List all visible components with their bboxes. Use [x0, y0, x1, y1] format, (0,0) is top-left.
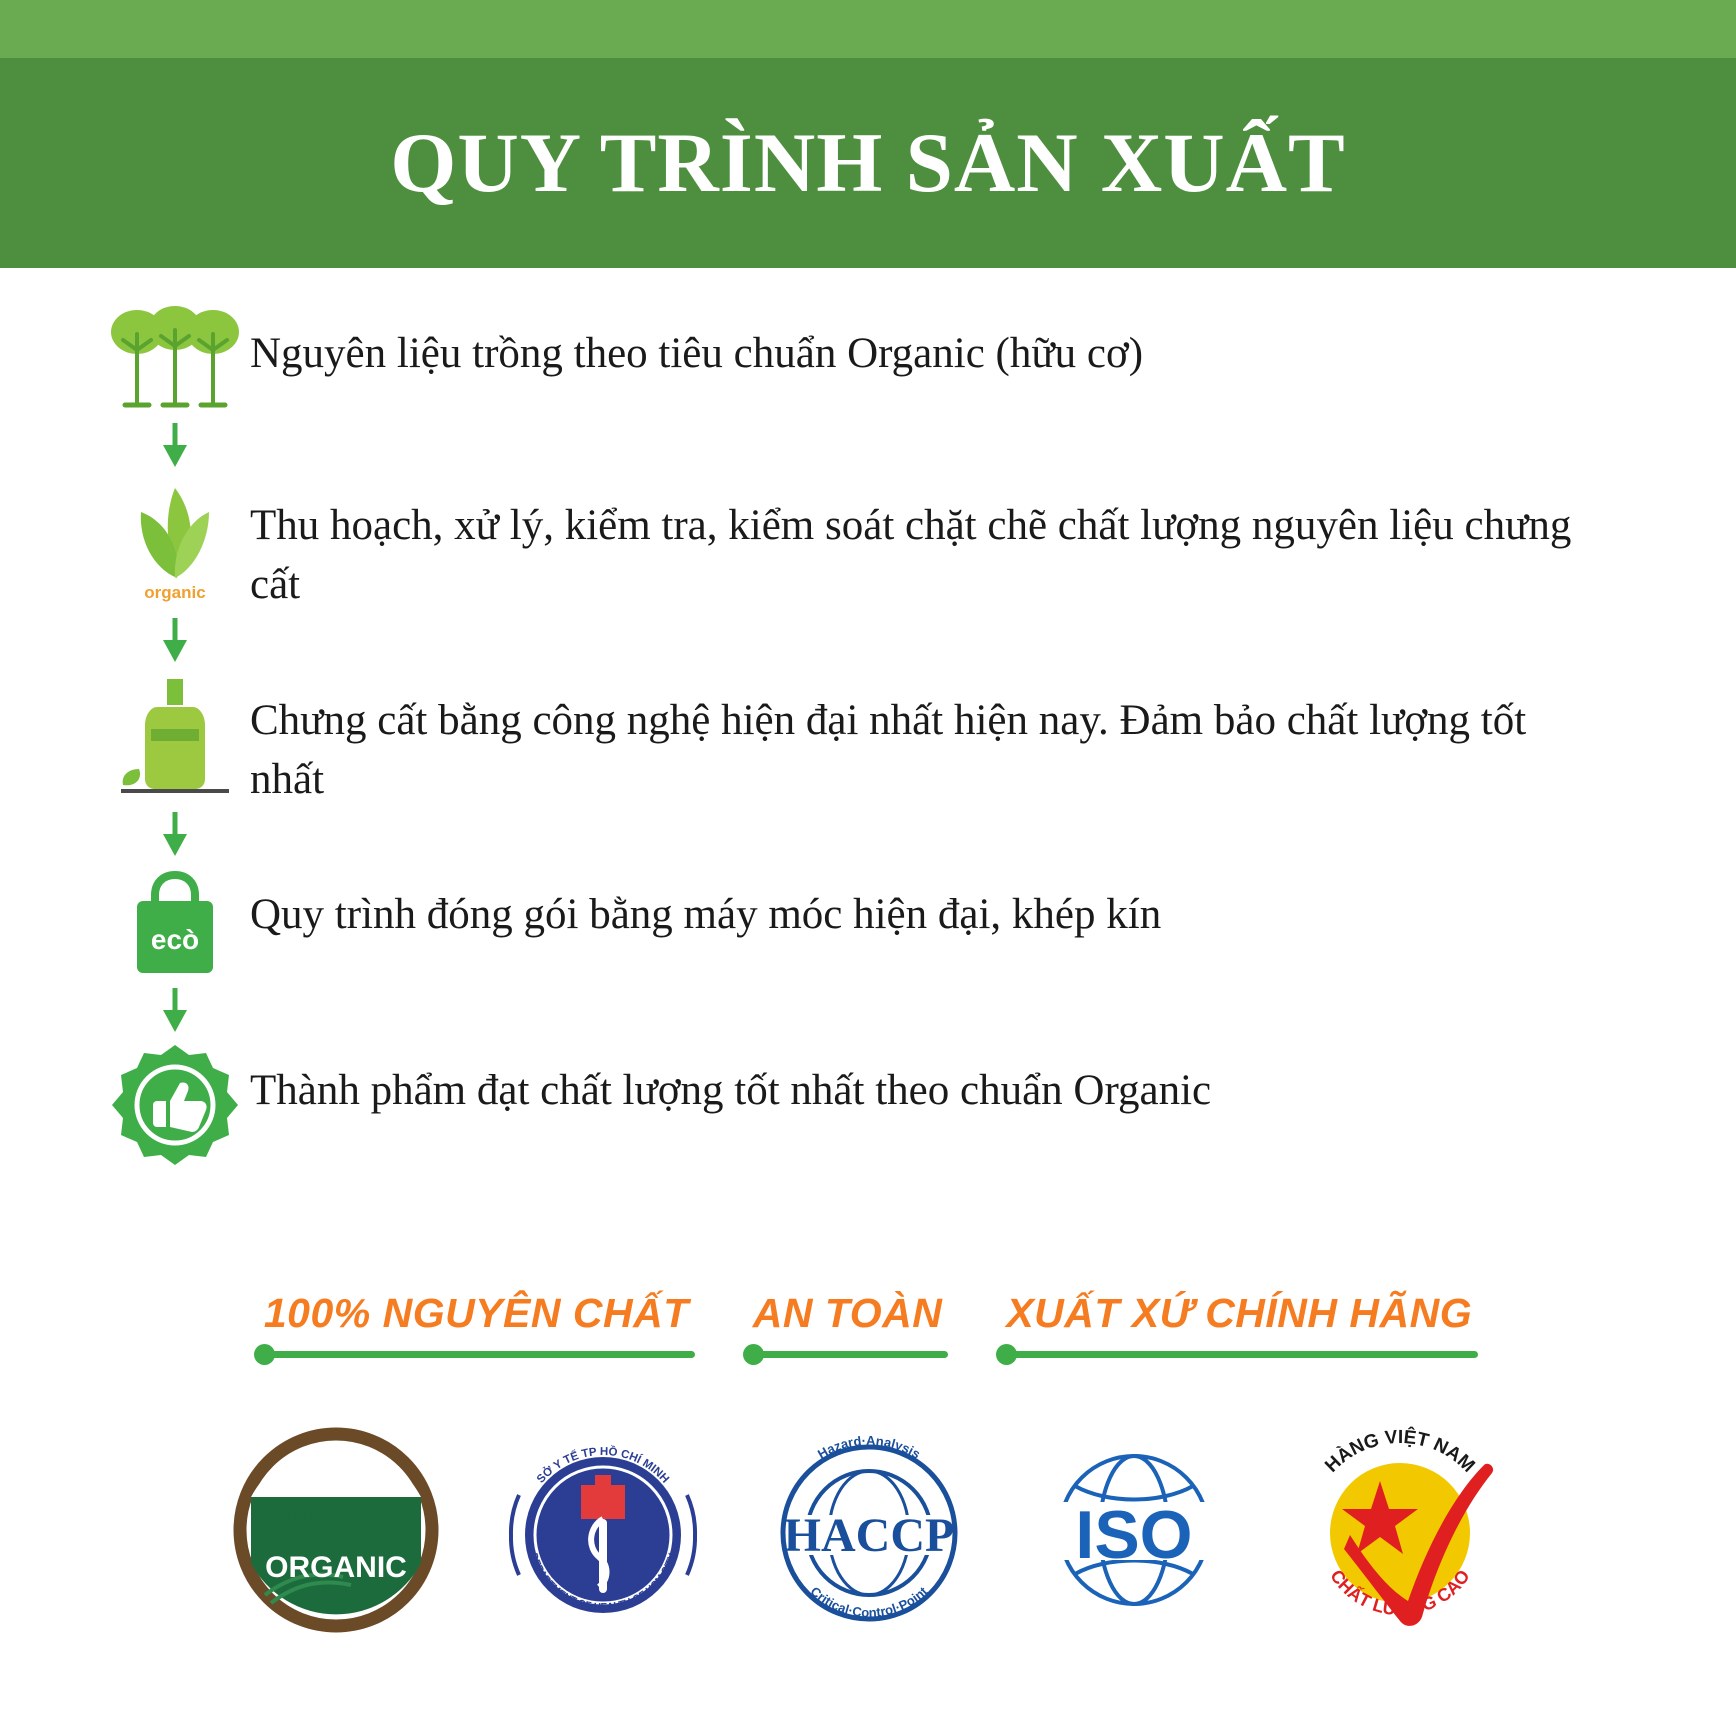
process-step-label: Thành phẩm đạt chất lượng tốt nhất theo chuẩn Organic: [250, 1067, 1212, 1115]
header-bar: [0, 0, 1736, 268]
usda-badge-line1: USDA: [287, 1503, 385, 1541]
haccp-badge-bottom-text: Critical·Control·Point: [807, 1583, 930, 1620]
arrow-down-icon: [155, 615, 195, 667]
header-top-stripe: [0, 0, 1736, 58]
process-step-label: Nguyên liệu trồng theo tiêu chuẩn Organic (hữu cơ): [250, 330, 1144, 377]
feature-taglines: [0, 1290, 1736, 1358]
arrow-down-icon: [155, 420, 195, 472]
feature-item: [747, 1290, 949, 1358]
iso-badge: [1019, 1415, 1249, 1645]
feature-underline: [258, 1351, 695, 1358]
health-badge-top-text: SỞ Y TẾ TP HỒ CHÍ MINH: [534, 1445, 671, 1486]
hvn-badge-top-text: HÀNG VIỆT NAM: [1320, 1426, 1479, 1477]
eco-bag-label: ecò: [150, 924, 200, 956]
feature-item: [258, 1290, 695, 1358]
process-step: [0, 667, 1736, 810]
certification-badges: [0, 1415, 1736, 1645]
organic-leaves-icon: [100, 472, 250, 608]
feature-label: AN TOÀN: [752, 1290, 943, 1336]
hcmc-health-department-badge: [487, 1415, 717, 1645]
process-steps-list: [0, 300, 1736, 1171]
hvn-badge-bottom-text: CHẤT LƯỢNG CAO: [1325, 1565, 1474, 1619]
usda-badge-line2: ORGANIC: [265, 1551, 407, 1584]
feature-label: 100% NGUYÊN CHẤT: [263, 1290, 689, 1336]
hang-viet-nam-chat-luong-cao-badge: [1285, 1415, 1515, 1645]
process-step-label: Chưng cất bằng công nghệ hiện đại nhất hiện nay. Đảm bảo chất lượng tốt nhất: [250, 696, 1527, 803]
haccp-badge-main: HACCP: [783, 1508, 954, 1562]
process-step-label: Quy trình đóng gói bằng máy móc hiện đại, khép kín: [250, 891, 1162, 939]
feature-item: [1000, 1290, 1478, 1358]
process-step: [0, 1037, 1736, 1171]
usda-organic-badge: [221, 1415, 451, 1645]
haccp-badge-top-text: Hazard·Analysis: [814, 1432, 923, 1462]
arrow-down-icon: [155, 985, 195, 1037]
process-step: [0, 472, 1736, 615]
arrow-down-icon: [155, 809, 195, 861]
feature-label: XUẤT XỨ CHÍNH HÃNG: [1006, 1290, 1473, 1336]
process-step-label: Thu hoạch, xử lý, kiểm tra, kiểm soát chặt chẽ chất lượng nguyên liệu chưng cất: [250, 502, 1572, 609]
organic-icon-label: organic: [144, 583, 206, 602]
process-step: [0, 861, 1736, 985]
iso-badge-main: ISO: [1074, 1497, 1193, 1573]
process-step: [0, 300, 1736, 420]
oil-bottle-icon: [100, 667, 250, 798]
health-badge-bottom-text: DEPARTMENT OF HEALTH OF HCM CITY: [527, 1551, 678, 1613]
feature-underline: [747, 1351, 949, 1358]
haccp-badge: [753, 1415, 983, 1645]
three-trees-icon: [100, 300, 250, 416]
thumbs-up-badge-icon: [100, 1037, 250, 1171]
page-title: QUY TRÌNH SẢN XUẤT: [390, 116, 1346, 210]
eco-bag-icon: [100, 861, 250, 985]
feature-underline: [1000, 1351, 1478, 1358]
